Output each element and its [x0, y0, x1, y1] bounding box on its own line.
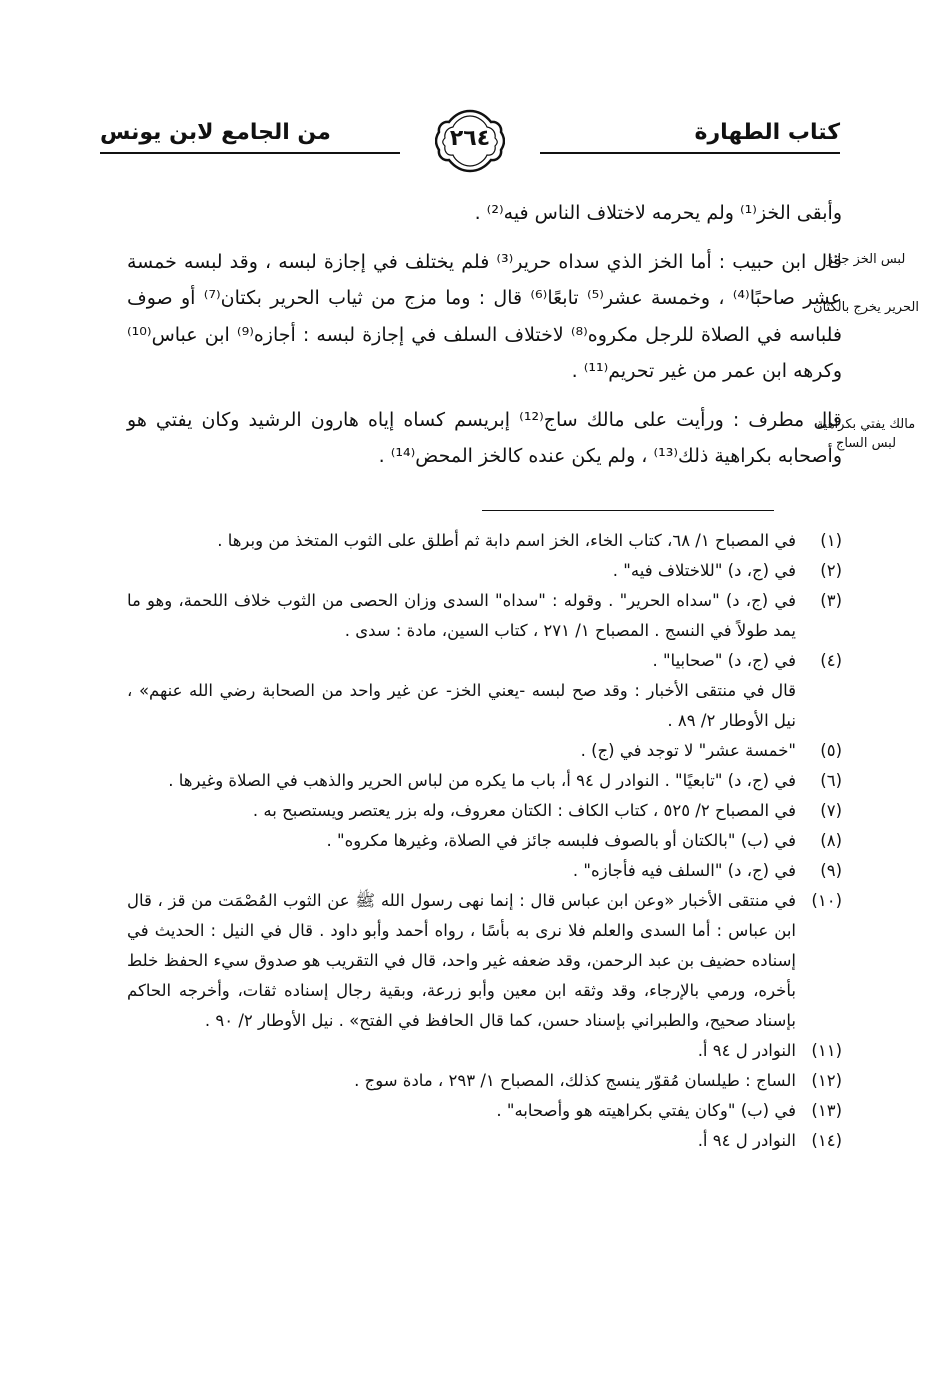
footnote-number: (١)	[820, 531, 842, 550]
book-title: كتاب الطهارة	[694, 120, 840, 145]
footnote-separator	[482, 510, 774, 511]
footnote-item	[127, 556, 842, 586]
footnote-item	[127, 826, 842, 856]
footnote-number: (٨)	[820, 831, 842, 850]
footnotes	[127, 526, 842, 1156]
margin-note: لبس الخز جائز	[826, 252, 906, 267]
footnote-item	[127, 586, 842, 646]
footnote-number: (٣)	[820, 591, 842, 610]
footnote-item	[127, 1126, 842, 1156]
footnote-text: النوادر ل ٩٤ أ.	[697, 1131, 796, 1150]
main-paragraph: وأبقى الخز⁽¹⁾ ولم يحرمه لاختلاف الناس فيه⁽²⁾ .	[474, 202, 842, 224]
footnote-item	[127, 1036, 842, 1066]
main-text	[127, 195, 842, 487]
footnote-text: في (ب) "بالكتان أو بالصوف فلبسه جائز في الصلاة، وغيرها مكروه" .	[326, 831, 796, 850]
footnote-item	[127, 1066, 842, 1096]
footnote-text: في (ج، د) "سداه الحرير" . وقوله : "سداه" السدى وزان الحصى من الثوب خلاف اللحمة، وهو ما يمد طولاً في النسج . المصباح ١/ ٢٧١ ، كتاب السين، مادة : سدى .	[127, 591, 796, 640]
footnote-number: (٩)	[820, 861, 842, 880]
page-number: ٢٦٤	[449, 126, 491, 151]
footnote-item	[127, 886, 842, 1036]
footnote-text: الساج : طيلسان مُقوّر ينسج كذلك، المصباح ١/ ٢٩٣ ، مادة سوج .	[354, 1071, 796, 1090]
source-title: من الجامع لابن يونس	[100, 120, 331, 145]
footnote-number: (٧)	[820, 801, 842, 820]
footnote-item	[127, 856, 842, 886]
footnote-number: (١٤)	[811, 1131, 842, 1150]
footnote-text: النوادر ل ٩٤ أ.	[697, 1041, 796, 1060]
footnote-item	[127, 736, 842, 766]
footnote-continuation: قال في منتقى الأخبار : وقد صح لبسه -يعني الخز- عن غير واحد من الصحابة رضي الله عنهم» ، نيل الأوطار ٢/ ٨٩ .	[127, 681, 796, 730]
footnote-text: في منتقى الأخبار «وعن ابن عباس قال : إنما نهى رسول الله ﷺ عن الثوب المُصْمَت من قز ، قال ابن عباس : أما السدى والعلم فلا نرى به بأسًا ، رواه أحمد وأبو داود . قال في النيل : الحديث في إسناده حضيف بن عبد الرحمن، وقد ضعفه غير واحد، قال في التقريب هو صدوق سيء الحفظ خلط بأخره، ورمي بالإرجاء، وقد وثقه ابن معين وأبو زرعة، وبقية رجال إسناده ثقات، وأخرجه الحاكم بإسناد صحيح، والطبراني بإسناد حسن، كما قال الحافظ في الفتح» . نيل الأوطار ٢/ ٩٠ .	[127, 891, 796, 1030]
footnote-text: في (ج، د) "تابعيًا" . النوادر ل ٩٤ أ، باب ما يكره من لباس الحرير والذهب في الصلاة وغيرها .	[168, 771, 796, 790]
footnote-number: (٦)	[820, 771, 842, 790]
footnote-item	[127, 646, 842, 676]
footnote-number: (٥)	[820, 741, 842, 760]
header-rule-right	[540, 152, 840, 154]
footnote-item	[127, 1096, 842, 1126]
margin-note: الحرير يخرج بالكتان	[813, 300, 919, 315]
footnote-text: في المصباح ٢/ ٥٢٥ ، كتاب الكاف : الكتان معروف، وله بزر يعتصر ويستصبح به .	[252, 801, 796, 820]
footnote-number: (١٣)	[811, 1101, 842, 1120]
footnote-text: في (ج، د) "صحابيا" .	[652, 651, 796, 670]
footnote-number: (٤)	[820, 651, 842, 670]
footnote-number: (١٢)	[811, 1071, 842, 1090]
footnote-text: في (ج، د) "للاختلاف فيه" .	[612, 561, 796, 580]
main-paragraph: قال مطرف : ورأيت على مالك ساج⁽¹²⁾ إبريسم كساه إياه هارون الرشيد وكان يفتي هو وأصحابه بكراهية ذلك⁽¹³⁾ ، ولم يكن عنده كالخز المحض⁽¹⁴⁾ .	[127, 408, 842, 467]
main-paragraph: قال ابن حبيب : أما الخز الذي سداه حرير⁽³⁾ فلم يختلف في إجازة لبسه ، وقد لبسه خمسة عشر صاحبًا⁽⁴⁾ ، وخمسة عشر⁽⁵⁾ تابعًا⁽⁶⁾ قال : وما مزج من ثياب الحرير بكتان⁽⁷⁾ أو صوف فلباسه في الصلاة للرجل مكروه⁽⁸⁾ لاختلاف السلف في إجازة لبسه : أجازه⁽⁹⁾ ابن عباس⁽¹⁰⁾ وكرهه ابن عمر من غير تحريم⁽¹¹⁾ .	[127, 250, 842, 382]
header-rule-left	[100, 152, 400, 154]
footnote-text: في (ج، د) "السلف فيه فأجازه" .	[572, 861, 796, 880]
footnote-item	[127, 796, 842, 826]
footnote-text: "خمسة عشر" لا توجد في (ج) .	[580, 741, 796, 760]
footnote-number: (١٠)	[811, 891, 842, 910]
footnote-number: (٢)	[820, 561, 842, 580]
footnote-text: في (ب) "وكان يفتي بكراهيته هو وأصحابه" .	[496, 1101, 796, 1120]
footnote-item	[127, 526, 842, 556]
page-header	[100, 112, 840, 182]
footnote-item	[127, 766, 842, 796]
margin-note: مالك يفتي بكراهية لبس الساج	[816, 417, 916, 451]
page-number-ornament	[435, 108, 505, 174]
footnote-text: في المصباح ١/ ٦٨، كتاب الخاء، الخز اسم دابة ثم أطلق على الثوب المتخذ من وبرها .	[217, 531, 796, 550]
footnote-number: (١١)	[811, 1041, 842, 1060]
